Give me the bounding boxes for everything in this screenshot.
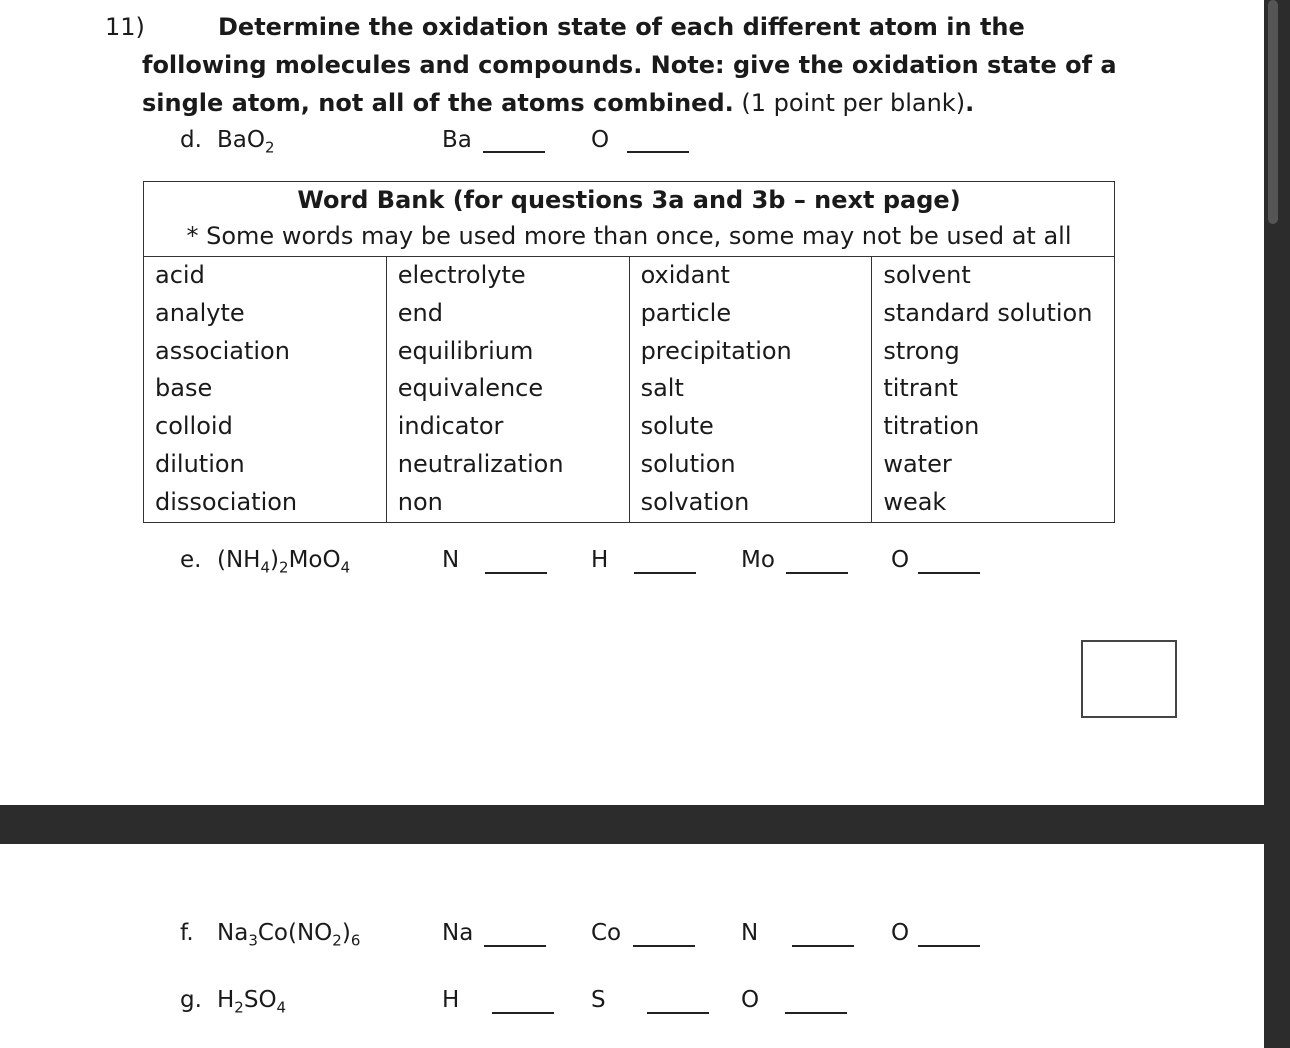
answer-blank[interactable]	[918, 945, 980, 947]
formula-part: Na	[217, 920, 249, 946]
word-cell: solution	[629, 446, 872, 484]
word-cell: end	[386, 295, 629, 333]
word-cell: water	[872, 446, 1115, 484]
word-cell: equilibrium	[386, 333, 629, 371]
word-cell: solvent	[872, 257, 1115, 295]
word-cell: equivalence	[386, 370, 629, 408]
formula-subscript: 4	[276, 998, 287, 1017]
item-f-label: f.	[180, 920, 194, 946]
word-cell: acid	[144, 257, 387, 295]
atom-label-n: N	[741, 920, 759, 946]
answer-blank[interactable]	[492, 1012, 554, 1014]
word-cell: dilution	[144, 446, 387, 484]
word-bank-note: * Some words may be used more than once, some may not be used at all	[186, 222, 1072, 250]
item-e-formula	[217, 547, 350, 577]
formula-subscript: 4	[340, 558, 351, 577]
word-cell: salt	[629, 370, 872, 408]
formula-part: MoO	[288, 547, 341, 573]
answer-blank[interactable]	[483, 151, 545, 153]
atom-label-o: O	[891, 547, 910, 573]
item-g-label: g.	[180, 987, 202, 1013]
word-cell: indicator	[386, 408, 629, 446]
atom-label-o: O	[591, 127, 610, 153]
question-line-3-end: .	[965, 89, 975, 117]
answer-blank[interactable]	[634, 572, 696, 574]
word-cell: solvation	[629, 484, 872, 522]
word-cell: non	[386, 484, 629, 522]
word-cell: oxidant	[629, 257, 872, 295]
item-f-formula	[217, 920, 360, 950]
word-cell: titration	[872, 408, 1115, 446]
word-bank-title: Word Bank (for questions 3a and 3b – next page)	[297, 186, 961, 214]
answer-blank[interactable]	[918, 572, 980, 574]
question-line-1: Determine the oxidation state of each different atom in the	[218, 13, 1025, 41]
formula-part: )	[270, 547, 280, 573]
word-cell: base	[144, 370, 387, 408]
question-number: 11)	[105, 13, 145, 41]
word-cell: titrant	[872, 370, 1115, 408]
answer-blank[interactable]	[484, 945, 546, 947]
word-cell: colloid	[144, 408, 387, 446]
formula-part: )	[341, 920, 351, 946]
question-line-3-points: (1 point per blank)	[733, 89, 966, 117]
atom-label-na: Na	[442, 920, 474, 946]
question-line-3-bold: single atom, not all of the atoms combined.	[142, 89, 734, 117]
atom-label-co: Co	[591, 920, 622, 946]
formula-part: H	[217, 987, 235, 1013]
atom-label-o: O	[741, 987, 760, 1013]
atom-label-n: N	[442, 547, 460, 573]
formula-subscript: 2	[332, 931, 342, 950]
formula-subscript: 3	[248, 931, 258, 950]
scrollbar-thumb[interactable]	[1268, 0, 1278, 224]
atom-label-s: S	[591, 987, 606, 1013]
answer-blank[interactable]	[485, 572, 547, 574]
atom-label-h: H	[591, 547, 609, 573]
word-cell: strong	[872, 333, 1115, 371]
item-e-label: e.	[180, 547, 202, 573]
item-d-formula	[217, 127, 275, 157]
formula-subscript: 4	[260, 558, 271, 577]
word-cell: association	[144, 333, 387, 371]
word-cell: precipitation	[629, 333, 872, 371]
atom-label-mo: Mo	[741, 547, 775, 573]
formula-part: BaO	[217, 127, 265, 153]
atom-label-h: H	[442, 987, 460, 1013]
formula-part: SO	[243, 987, 277, 1013]
atom-label-o: O	[891, 920, 910, 946]
word-cell: solute	[629, 408, 872, 446]
item-d-label: d.	[180, 127, 202, 153]
question-line-2: following molecules and compounds. Note: give the oxidation state of a	[142, 51, 1117, 79]
word-bank-header	[144, 182, 1115, 257]
document-page-2	[0, 844, 1264, 1048]
answer-blank[interactable]	[627, 151, 689, 153]
word-cell: standard solution	[872, 295, 1115, 333]
formula-part: Co(NO	[257, 920, 333, 946]
formula-subscript: 2	[279, 558, 289, 577]
question-line-3	[142, 84, 974, 122]
formula-subscript: 2	[234, 998, 244, 1017]
answer-blank[interactable]	[647, 1012, 709, 1014]
item-g-formula	[217, 987, 286, 1017]
word-cell: electrolyte	[386, 257, 629, 295]
formula-subscript: 2	[264, 138, 275, 157]
answer-blank[interactable]	[633, 945, 695, 947]
word-cell: weak	[872, 484, 1115, 522]
answer-blank[interactable]	[786, 572, 848, 574]
atom-label-ba: Ba	[442, 127, 472, 153]
word-cell: analyte	[144, 295, 387, 333]
word-cell: particle	[629, 295, 872, 333]
word-cell: dissociation	[144, 484, 387, 522]
answer-blank[interactable]	[785, 1012, 847, 1014]
answer-blank[interactable]	[792, 945, 854, 947]
word-bank-table	[143, 181, 1115, 523]
formula-part: (NH	[217, 547, 261, 573]
word-cell: neutralization	[386, 446, 629, 484]
score-box[interactable]	[1081, 640, 1177, 718]
formula-subscript: 6	[350, 931, 361, 950]
